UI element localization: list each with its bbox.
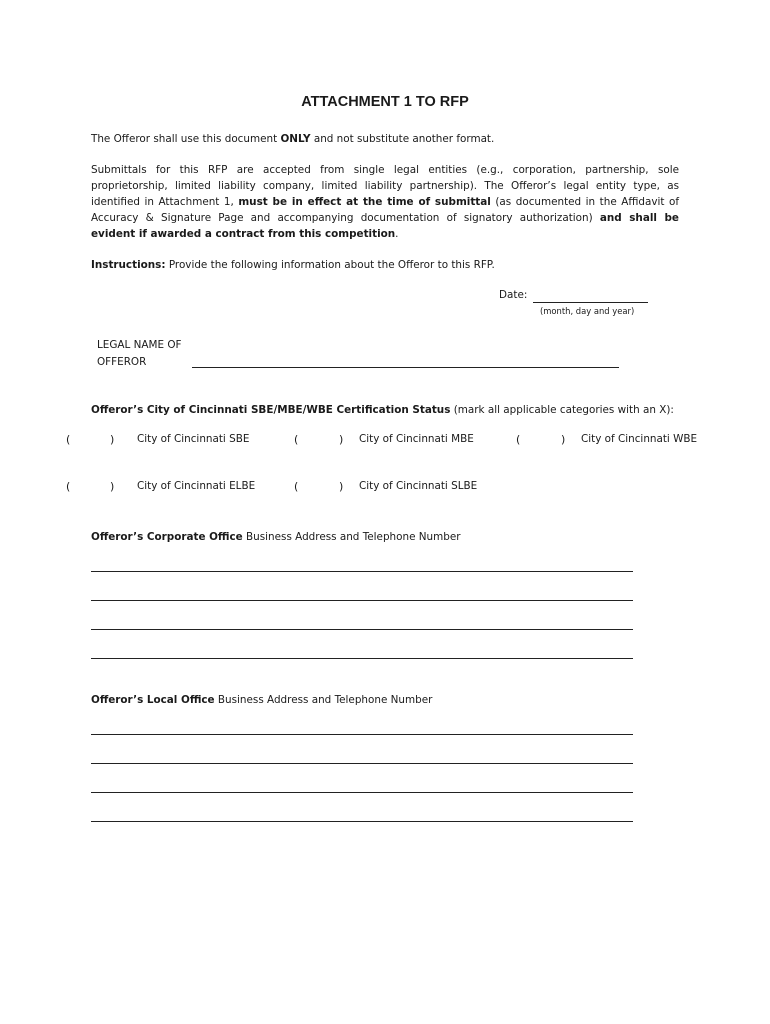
corporate-address-line-2[interactable]: [91, 600, 633, 601]
corporate-address-line-1[interactable]: [91, 571, 633, 572]
instructions-label: Instructions:: [91, 259, 166, 271]
local-address-line-2[interactable]: [91, 763, 633, 764]
local-office-text: Business Address and Telephone Number: [214, 694, 433, 706]
legal-name-label: [97, 337, 181, 371]
submittals-paragraph: [91, 162, 679, 242]
mbe-label: City of Cincinnati MBE: [359, 433, 474, 445]
date-field-line[interactable]: [533, 302, 648, 303]
certification-bold: Offeror’s City of Cincinnati SBE/MBE/WBE Certification Status: [91, 404, 451, 416]
slbe-checkbox-close[interactable]: ): [339, 480, 344, 493]
corporate-office-text: Business Address and Telephone Number: [242, 531, 461, 543]
corporate-office-heading: [91, 529, 679, 545]
intro-text-end: and not substitute another format.: [310, 133, 495, 145]
sbe-checkbox-close[interactable]: ): [110, 433, 115, 446]
slbe-label: City of Cincinnati SLBE: [359, 480, 478, 492]
local-office-heading: [91, 692, 679, 708]
local-office-bold: Offeror’s Local Office: [91, 694, 215, 706]
wbe-checkbox-close[interactable]: ): [561, 433, 566, 446]
date-hint: (month, day and year): [540, 306, 635, 316]
wbe-checkbox-open[interactable]: (: [516, 433, 521, 446]
date-label: Date:: [499, 289, 528, 301]
document-title: ATTACHMENT 1 TO RFP: [301, 94, 469, 110]
mbe-checkbox-open[interactable]: (: [294, 433, 299, 446]
sbe-label: City of Cincinnati SBE: [137, 433, 250, 445]
submittals-emphasis-2: and shall be evident if awarded a contract from this competition: [91, 212, 679, 240]
corporate-address-line-3[interactable]: [91, 629, 633, 630]
intro-paragraph: [91, 131, 679, 147]
local-address-line-4[interactable]: [91, 821, 633, 822]
corporate-address-line-4[interactable]: [91, 658, 633, 659]
slbe-checkbox-open[interactable]: (: [294, 480, 299, 493]
elbe-checkbox-open[interactable]: (: [66, 480, 71, 493]
legal-name-label-line1: LEGAL NAME OF: [97, 339, 182, 351]
intro-text: The Offeror shall use this document: [91, 133, 281, 145]
elbe-checkbox-close[interactable]: ): [110, 480, 115, 493]
wbe-label: City of Cincinnati WBE: [581, 433, 698, 445]
instructions-text: Provide the following information about the Offeror to this RFP.: [165, 259, 495, 271]
legal-name-label-line2: OFFEROR: [97, 356, 147, 368]
sbe-checkbox-open[interactable]: (: [66, 433, 71, 446]
corporate-office-bold: Offeror’s Corporate Office: [91, 531, 243, 543]
mbe-checkbox-close[interactable]: ): [339, 433, 344, 446]
certification-text: (mark all applicable categories with an X):: [450, 404, 674, 416]
certification-heading: [91, 402, 679, 418]
local-address-line-3[interactable]: [91, 792, 633, 793]
submittals-text-1: Submittals for this RFP are accepted from single legal entities (e.g., corporation, partnership, sole proprietorship, limited liability company, limited liability partnership). The Offeror’s legal entity type, as identified in Attachment 1,: [91, 164, 679, 208]
submittals-emphasis-1: must be in effect at the time of submittal: [238, 196, 491, 208]
instructions-paragraph: [91, 257, 679, 273]
intro-emphasis: ONLY: [280, 133, 311, 145]
elbe-label: City of Cincinnati ELBE: [137, 480, 256, 492]
legal-name-field-line[interactable]: [192, 367, 619, 368]
submittals-text-2: (as documented in the Affidavit of Accuracy & Signature Page and accompanying documentation of signatory authorization): [91, 196, 679, 224]
local-address-line-1[interactable]: [91, 734, 633, 735]
submittals-text-3: .: [395, 228, 399, 240]
